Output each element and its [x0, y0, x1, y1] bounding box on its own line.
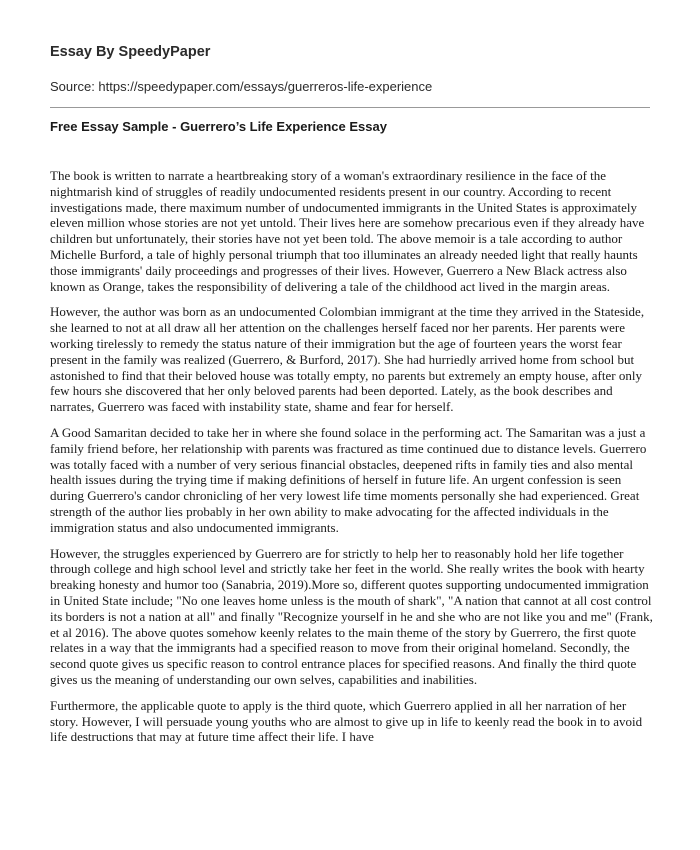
essay-paragraph: The book is written to narrate a heartbreaking story of a woman's extraordinary resilience in the face of the nightmarish kind of struggles of readily undocumented residents present in our country. According to recent investigations made, there maximum number of undocumented immigrants in the United States is approximately eleven million whose stories are not yet untold. Their lives here are somehow precarious even if they already have children but unfortunately, their stories have not yet been told. The above memoir is a tale according to author Michelle Burford, a tale of highly personal triumph that too illuminates an already needed light that really haunts those immigrants' daily proceedings and progresses of their lives. However, Guerrero a New Black actress also known as Orange, takes the responsibility of delivering a tale of the childhood act lived in the margin areas. — [50, 168, 645, 294]
header-divider — [50, 107, 650, 108]
site-title: Essay By SpeedyPaper — [50, 44, 211, 60]
essay-body — [50, 168, 656, 755]
essay-paragraph: However, the author was born as an undocumented Colombian immigrant at the time they arrived in the Stateside, she learned to not at all draw all her attention on the challenges herself faced nor her parents. Her parents were working tirelessly to remedy the status nature of their immigration but the age of fourteen years the worst fear present in the family was realized (Guerrero, & Burford, 2017). She had hurriedly arrived home from school but astonished to find that their beloved house was totally empty, no parents but extremely an empty house, after only few hours she discovered that her only beloved parents had been deported. Lately, as the book describes and narrates, Guerrero was faced with instability state, shame and fear for herself. — [50, 304, 645, 415]
essay-paragraph: However, the struggles experienced by Guerrero are for strictly to help her to reasonably hold her life together through college and high school level and strictly take her feet in the world. She really writes the book with hearty breaking honesty and humor too (Sanabria, 2019).More so, different quotes supporting undocumented immigration in United State include; "No one leaves home unless is the mouth of shark", "A nation that cannot at all cost control its borders is not a nation at all" and finally "Recognize yourself in he and she who are not like you and me" (Frank, et al 2016). The above quotes somehow keenly relates to the main theme of the story by Guerrero, the first quote relates in a way that the immigrants had a specified reason to move from their original homeland. Secondly, the second quote gives us specific reason to control entrance places for specified reasons. And finally the third quote gives us the meaning of understanding our own selves, capabilities and inabilities. — [50, 545, 653, 687]
essay-paragraph: Furthermore, the applicable quote to apply is the third quote, which Guerrero applied in all her narration of her story. However, I will persuade young youths who are almost to give up in life to keenly read the book in to avoid life destructions that may at future time affect their life. I have — [50, 697, 643, 745]
source-line: Source: https://speedypaper.com/essays/guerreros-life-experience — [50, 79, 433, 94]
document-header — [50, 44, 650, 94]
essay-paragraph: A Good Samaritan decided to take her in where she found solace in the performing act. The Samaritan was a just a family friend before, her relationship with parents was fractured as time continued due to distance levels. Guerrero was totally faced with a number of very serious financial obstacles, deepened rifts in family ties and also mental health issues during the trying time if making definitions of herself in future life. An urgent confession is seen during Guerrero's candor chronicling of her very lowest life time moments personally she had experienced. Great strength of the author lies probably in her own ability to make advocating for the affected individuals in the immigration status and also undocumented immigrants. — [50, 424, 647, 535]
essay-title: Free Essay Sample - Guerrero’s Life Experience Essay — [50, 119, 387, 134]
